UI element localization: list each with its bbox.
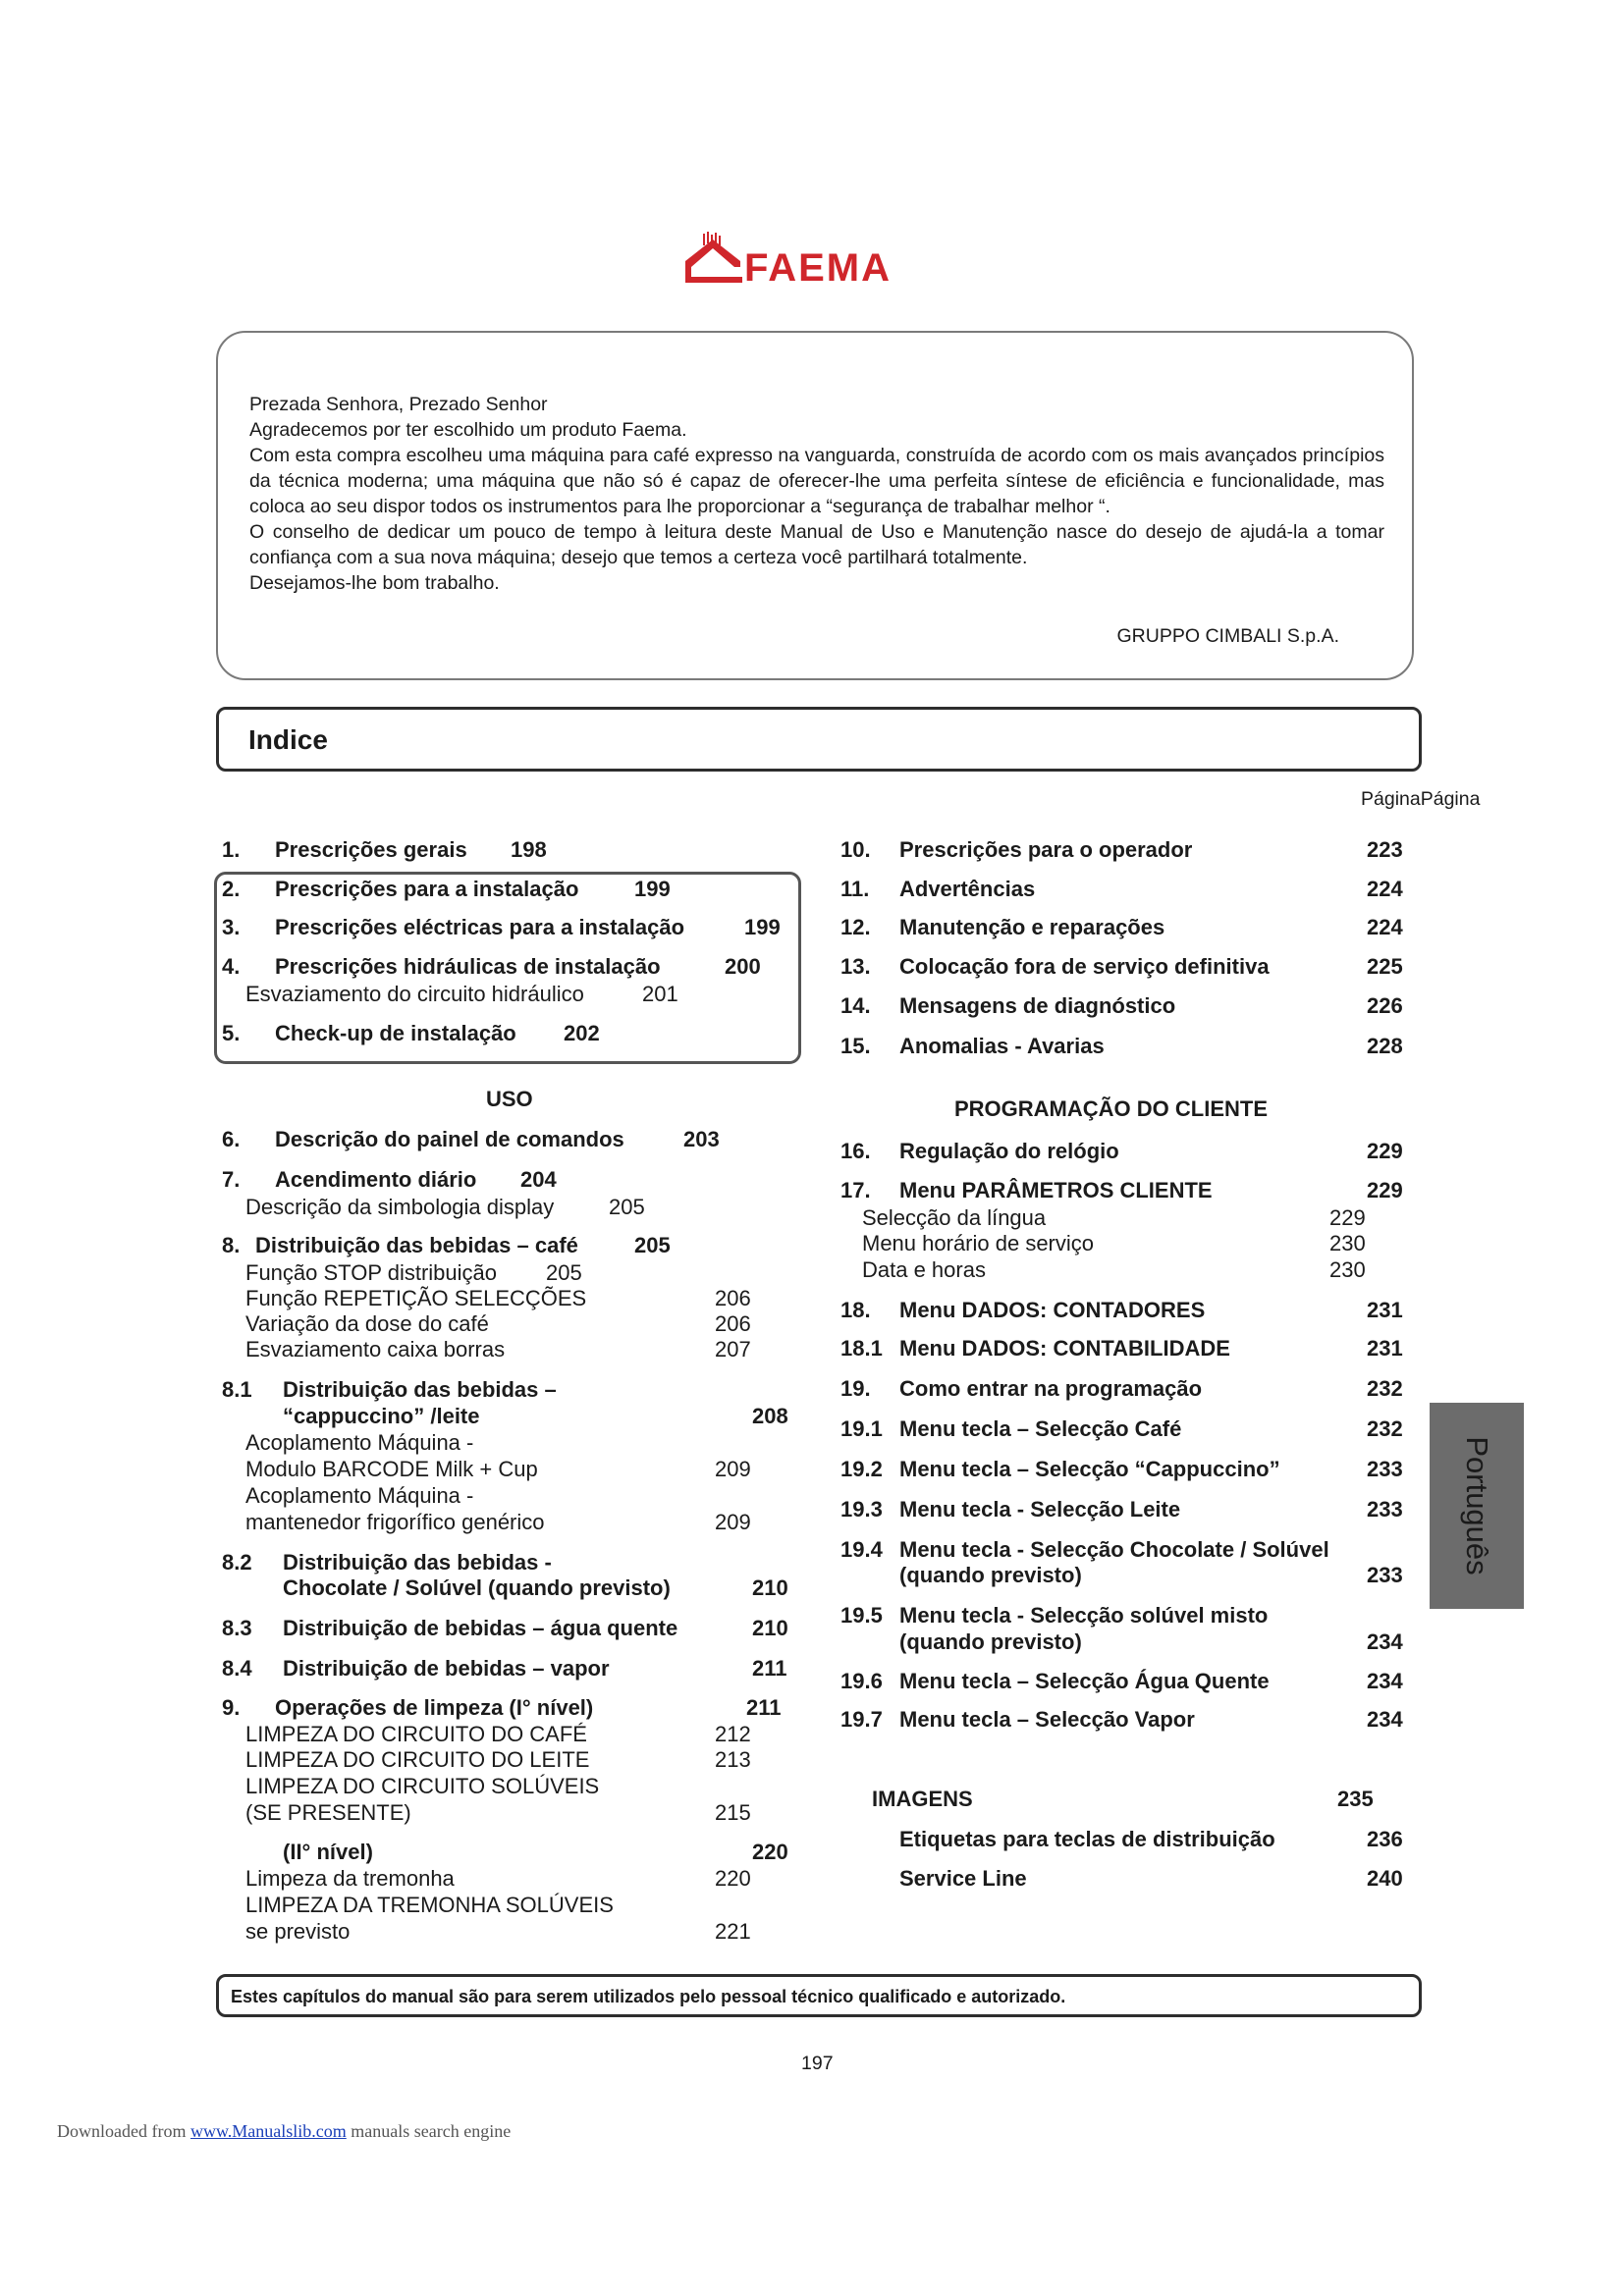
entry-page: 240 bbox=[1367, 1866, 1403, 1891]
entry-page: 230 bbox=[1329, 1231, 1366, 1255]
entry-number: 15. bbox=[840, 1034, 871, 1058]
entry-page: 205 bbox=[546, 1260, 582, 1285]
entry-page: 213 bbox=[715, 1747, 751, 1772]
toc-entry[interactable] bbox=[222, 1550, 791, 1603]
entry-number: 1. bbox=[222, 837, 241, 862]
entry-page: 233 bbox=[1367, 1497, 1403, 1522]
greeting: Prezada Senhora, Prezado Senhor bbox=[249, 394, 548, 415]
entry-page: 232 bbox=[1367, 1416, 1403, 1441]
download-credit bbox=[57, 2121, 511, 2142]
entry-page: 224 bbox=[1367, 877, 1403, 901]
toc-entry[interactable] bbox=[222, 1377, 791, 1430]
entry-title: Advertências bbox=[899, 877, 1036, 901]
entry-number: 12. bbox=[840, 915, 871, 939]
entry-title: Menu horário de serviço bbox=[862, 1231, 1095, 1255]
entry-page: 204 bbox=[520, 1167, 557, 1192]
entry-page: 199 bbox=[744, 915, 781, 939]
entry-title: Esvaziamento do circuito hidráulico bbox=[245, 982, 584, 1006]
entry-page: 233 bbox=[1367, 1563, 1403, 1587]
entry-title: Anomalias - Avarias bbox=[899, 1034, 1105, 1058]
entry-page: 205 bbox=[634, 1233, 671, 1257]
entry-title: Distribuição das bebidas – café bbox=[255, 1233, 578, 1257]
entry-title: Prescrições gerais bbox=[275, 837, 467, 862]
entry-page: 233 bbox=[1367, 1457, 1403, 1481]
toc-entry[interactable] bbox=[840, 1603, 1403, 1656]
entry-page: 232 bbox=[1367, 1376, 1403, 1401]
entry-page: 206 bbox=[715, 1311, 751, 1336]
entry-title: LIMPEZA DA TREMONHA SOLÚVEIS bbox=[245, 1893, 614, 1917]
entry-title: Check-up de instalação bbox=[275, 1021, 516, 1045]
entry-title: Regulação do relógio bbox=[899, 1139, 1119, 1163]
entry-page: 201 bbox=[642, 982, 678, 1006]
entry-title: Menu tecla – Selecção Água Quente bbox=[899, 1669, 1270, 1693]
entry-page: 220 bbox=[715, 1866, 751, 1891]
entry-number: 16. bbox=[840, 1139, 871, 1163]
index-title: Indice bbox=[248, 724, 328, 755]
entry-page: 210 bbox=[752, 1575, 788, 1600]
entry-title: Selecção da língua bbox=[862, 1205, 1047, 1230]
toc-entry[interactable] bbox=[840, 1537, 1403, 1590]
entry-title: Descrição do painel de comandos bbox=[275, 1127, 624, 1151]
intro-paragraph: Com esta compra escolheu uma máquina para café expresso na vanguarda, construída de acordo com os mais avançados princípios da técnica moderna; uma máquina que não só é capaz de oferecer-lhe uma perfeita síntese de eficiência e funcionalidade, mas coloca ao seu dispor todos os instrumentos para lhe proporcionar a “segurança de trabalhar melhor “. bbox=[249, 445, 1384, 517]
entry-page: 221 bbox=[715, 1919, 751, 1944]
entry-title: Menu DADOS: CONTADORES bbox=[899, 1298, 1206, 1322]
toc-subentry[interactable] bbox=[862, 1257, 1366, 1283]
entry-number: 19.3 bbox=[840, 1497, 883, 1522]
entry-page: 211 bbox=[752, 1656, 787, 1681]
entry-page: 200 bbox=[725, 954, 761, 979]
entry-page: 231 bbox=[1367, 1336, 1403, 1361]
manualslib-link[interactable]: www.Manualslib.com bbox=[189, 2121, 347, 2141]
entry-number: 8.4 bbox=[222, 1656, 252, 1681]
entry-title: Mensagens de diagnóstico bbox=[899, 993, 1176, 1018]
entry-number: 8.1 bbox=[222, 1377, 252, 1402]
entry-page: 234 bbox=[1367, 1629, 1403, 1654]
footer-note-box bbox=[216, 1974, 1422, 2017]
entry-page: 231 bbox=[1367, 1298, 1403, 1322]
toc-subentry[interactable] bbox=[245, 1483, 776, 1536]
entry-title: Como entrar na programação bbox=[899, 1376, 1203, 1401]
entry-title: Descrição da simbologia display bbox=[245, 1195, 555, 1219]
toc-subentry[interactable] bbox=[245, 1866, 751, 1892]
entry-page: 223 bbox=[1367, 837, 1403, 862]
entry-title: Data e horas bbox=[862, 1257, 986, 1282]
entry-number: 8. bbox=[222, 1233, 241, 1257]
entry-number: 3. bbox=[222, 915, 241, 939]
entry-page: 207 bbox=[715, 1337, 751, 1362]
toc-subentry[interactable] bbox=[245, 1337, 751, 1362]
entry-page: 224 bbox=[1367, 915, 1403, 939]
entry-number: 7. bbox=[222, 1167, 241, 1192]
entry-title: Distribuição das bebidas - bbox=[283, 1550, 552, 1575]
entry-title-cont: mantenedor frigorífico genérico bbox=[245, 1510, 545, 1534]
faema-logo-mark bbox=[685, 232, 952, 289]
entry-page: 212 bbox=[715, 1722, 751, 1746]
entry-title: Acendimento diário bbox=[275, 1167, 477, 1192]
entry-title: Service Line bbox=[899, 1866, 1027, 1891]
footer-note: Estes capítulos do manual são para serem utilizados pelo pessoal técnico qualificado e autorizado. bbox=[231, 1987, 1066, 2006]
entry-page: 230 bbox=[1329, 1257, 1366, 1282]
entry-page: 206 bbox=[715, 1286, 751, 1310]
toc-subentry[interactable] bbox=[245, 1260, 582, 1286]
toc-subentry[interactable] bbox=[245, 1286, 751, 1311]
entry-title: Menu tecla - Selecção Chocolate / Solúvel bbox=[899, 1537, 1329, 1562]
entry-title: Manutenção e reparações bbox=[899, 915, 1165, 939]
entry-title: Menu tecla - Selecção solúvel misto bbox=[899, 1603, 1269, 1628]
entry-title: Colocação fora de serviço definitiva bbox=[899, 954, 1270, 979]
index-header bbox=[216, 707, 1422, 772]
entry-page: 229 bbox=[1367, 1178, 1403, 1202]
entry-page: 203 bbox=[683, 1127, 720, 1151]
entry-title: IMAGENS bbox=[872, 1787, 973, 1811]
entry-title: Distribuição das bebidas – bbox=[283, 1377, 557, 1402]
entry-page: 234 bbox=[1367, 1707, 1403, 1732]
entry-number: 8.3 bbox=[222, 1616, 252, 1640]
entry-title: Distribuição de bebidas – água quente bbox=[283, 1616, 678, 1640]
entry-number: 18.1 bbox=[840, 1336, 883, 1361]
entry-title: Acoplamento Máquina - bbox=[245, 1483, 474, 1508]
entry-number: 19.4 bbox=[840, 1537, 883, 1562]
entry-title: Menu DADOS: CONTABILIDADE bbox=[899, 1336, 1230, 1361]
entry-title: Função STOP distribuição bbox=[245, 1260, 497, 1285]
toc-subentry[interactable] bbox=[862, 1205, 1366, 1231]
language-tab-label: Português bbox=[1460, 1436, 1494, 1575]
brand-name: FAEMA bbox=[744, 246, 892, 289]
entry-number: 11. bbox=[840, 877, 870, 901]
entry-number: 17. bbox=[840, 1178, 871, 1202]
toc-subentry[interactable] bbox=[245, 982, 678, 1007]
entry-title: Menu PARÂMETROS CLIENTE bbox=[899, 1178, 1213, 1202]
entry-page: 205 bbox=[609, 1195, 645, 1219]
entry-title: Etiquetas para teclas de distribuição bbox=[899, 1827, 1275, 1851]
entry-title: Limpeza da tremonha bbox=[245, 1866, 455, 1891]
entry-page: 209 bbox=[715, 1457, 751, 1481]
entry-title: Menu tecla – Selecção Vapor bbox=[899, 1707, 1195, 1732]
toc-subentry[interactable] bbox=[245, 1195, 645, 1220]
entry-page: 199 bbox=[634, 877, 671, 901]
entry-number: 19.7 bbox=[840, 1707, 883, 1732]
entry-page: 236 bbox=[1367, 1827, 1403, 1851]
entry-title: Prescrições hidráulicas de instalação bbox=[275, 954, 661, 979]
intro-box bbox=[216, 331, 1414, 680]
entry-title-cont: Chocolate / Solúvel (quando previsto) bbox=[283, 1575, 671, 1600]
entry-number: 10. bbox=[840, 837, 871, 862]
entry-number: 2. bbox=[222, 877, 241, 901]
entry-page: 235 bbox=[1337, 1787, 1374, 1811]
entry-title: Esvaziamento caixa borras bbox=[245, 1337, 506, 1362]
entry-page: 234 bbox=[1367, 1669, 1403, 1693]
entry-page: 209 bbox=[715, 1510, 751, 1534]
entry-page: 215 bbox=[715, 1800, 751, 1825]
entry-title: Operações de limpeza (I° nível) bbox=[275, 1695, 594, 1720]
intro-text bbox=[249, 392, 1384, 596]
entry-page: 225 bbox=[1367, 954, 1403, 979]
toc-subentry[interactable] bbox=[245, 1893, 776, 1946]
entry-number: 19.2 bbox=[840, 1457, 883, 1481]
entry-title-cont: (SE PRESENTE) bbox=[245, 1800, 411, 1825]
entry-number: 4. bbox=[222, 954, 241, 979]
entry-title: (II° nível) bbox=[283, 1840, 373, 1864]
faema-logo bbox=[685, 232, 952, 289]
entry-page: 226 bbox=[1367, 993, 1403, 1018]
intro-closing: Desejamos-lhe bom trabalho. bbox=[249, 572, 500, 594]
entry-title: LIMPEZA DO CIRCUITO DO LEITE bbox=[245, 1747, 590, 1772]
entry-title: LIMPEZA DO CIRCUITO DO CAFÉ bbox=[245, 1722, 587, 1746]
download-suffix: manuals search engine bbox=[346, 2121, 512, 2141]
toc-subentry[interactable] bbox=[245, 1430, 776, 1483]
intro-paragraph: O conselho de dedicar um pouco de tempo à leitura deste Manual de Uso e Manutenção nasce do desejo de ajudá-la a tomar confiança com a sua nova máquina; desejo que temos a certeza você partilhará totalmente. bbox=[249, 521, 1384, 568]
entry-number: 14. bbox=[840, 993, 871, 1018]
entry-page: 208 bbox=[752, 1404, 788, 1428]
entry-number: 9. bbox=[222, 1695, 241, 1720]
entry-title: Menu tecla – Selecção “Cappuccino” bbox=[899, 1457, 1280, 1481]
entry-number: 5. bbox=[222, 1021, 241, 1045]
toc-subentry[interactable] bbox=[245, 1747, 751, 1773]
entry-title: Função REPETIÇÃO SELECÇÕES bbox=[245, 1286, 587, 1310]
section-heading-uso: USO bbox=[486, 1087, 533, 1111]
entry-title: Menu tecla - Selecção Leite bbox=[899, 1497, 1181, 1522]
entry-title: Prescrições eléctricas para a instalação bbox=[275, 915, 685, 939]
entry-page: 210 bbox=[752, 1616, 788, 1640]
section-heading-programacao: PROGRAMAÇÃO DO CLIENTE bbox=[954, 1096, 1268, 1121]
entry-title: Prescrições para a instalação bbox=[275, 877, 579, 901]
entry-page: 220 bbox=[752, 1840, 788, 1864]
entry-number: 19.6 bbox=[840, 1669, 883, 1693]
entry-page: 228 bbox=[1367, 1034, 1403, 1058]
entry-number: 19. bbox=[840, 1376, 871, 1401]
entry-title: Acoplamento Máquina - bbox=[245, 1430, 474, 1455]
entry-number: 13. bbox=[840, 954, 871, 979]
entry-title: Distribuição de bebidas – vapor bbox=[283, 1656, 610, 1681]
entry-title-cont: Modulo BARCODE Milk + Cup bbox=[245, 1457, 538, 1481]
signature: GRUPPO CIMBALI S.p.A. bbox=[1116, 625, 1339, 647]
page-number: 197 bbox=[801, 2053, 834, 2074]
toc-subentry[interactable] bbox=[245, 1774, 776, 1827]
entry-number: 19.1 bbox=[840, 1416, 883, 1441]
entry-title: LIMPEZA DO CIRCUITO SOLÚVEIS bbox=[245, 1774, 600, 1798]
entry-number: 18. bbox=[840, 1298, 871, 1322]
entry-title: Variação da dose do café bbox=[245, 1311, 489, 1336]
entry-title: Prescrições para o operador bbox=[899, 837, 1193, 862]
entry-title-cont: (quando previsto) bbox=[899, 1563, 1082, 1587]
download-prefix: Downloaded from bbox=[57, 2121, 190, 2141]
entry-page: 202 bbox=[564, 1021, 600, 1045]
entry-number: 19.5 bbox=[840, 1603, 883, 1628]
toc-subentry[interactable] bbox=[245, 1722, 751, 1747]
entry-page: 229 bbox=[1329, 1205, 1366, 1230]
entry-number: 6. bbox=[222, 1127, 241, 1151]
entry-title-cont: se previsto bbox=[245, 1919, 351, 1944]
entry-title-cont: (quando previsto) bbox=[899, 1629, 1082, 1654]
entry-page: 198 bbox=[511, 837, 547, 862]
entry-title-cont: “cappuccino” /leite bbox=[283, 1404, 480, 1428]
page-column-header: PáginaPágina bbox=[1361, 788, 1481, 810]
intro-thanks: Agradecemos por ter escolhido um produto Faema. bbox=[249, 419, 687, 441]
entry-number: 8.2 bbox=[222, 1550, 252, 1575]
language-tab bbox=[1430, 1403, 1524, 1609]
entry-title: Menu tecla – Selecção Café bbox=[899, 1416, 1182, 1441]
toc-subentry[interactable] bbox=[245, 1311, 751, 1337]
toc-subentry[interactable] bbox=[862, 1231, 1366, 1256]
entry-page: 229 bbox=[1367, 1139, 1403, 1163]
entry-page: 211 bbox=[746, 1695, 782, 1720]
